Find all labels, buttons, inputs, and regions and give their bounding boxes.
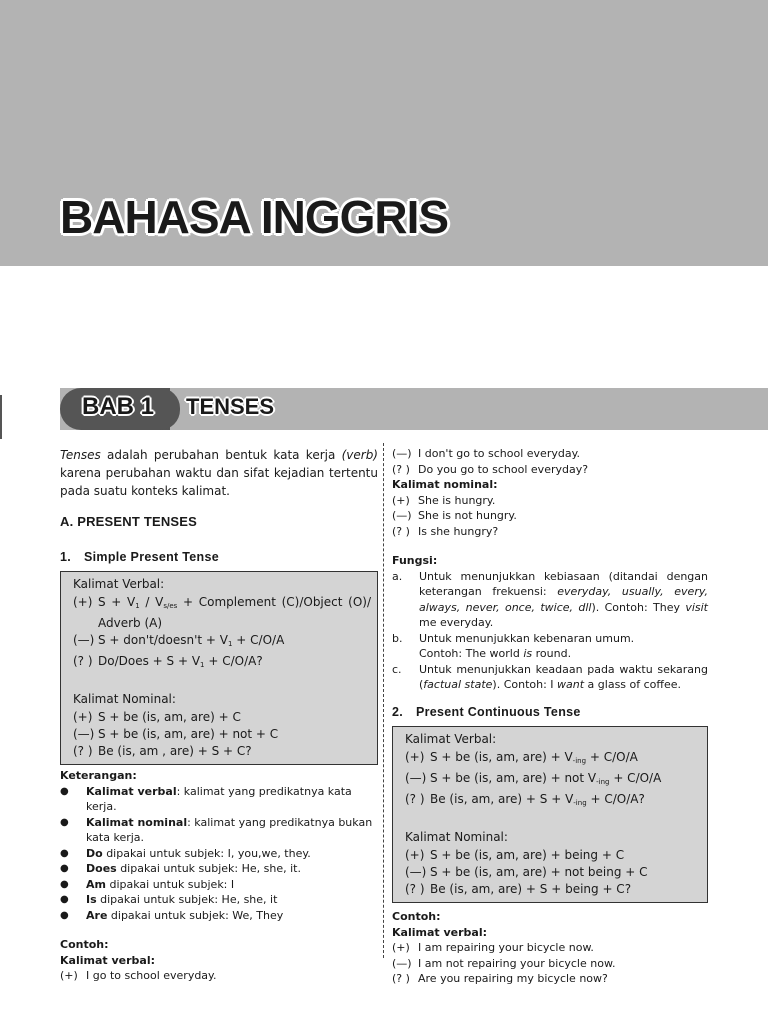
keterangan-term: Am [86, 877, 106, 891]
formula-part: + C/O/A? [586, 792, 645, 806]
symbol: (+) [73, 710, 93, 724]
contoh-title: Contoh: [60, 938, 109, 951]
example-text: I am not repairing your bicycle now. [418, 956, 616, 970]
formula-part: S + V [98, 595, 136, 609]
keterangan-list [60, 784, 378, 924]
section-number: 2. [392, 704, 404, 719]
right-column [392, 446, 708, 987]
formula-part: + C/O/A [609, 771, 662, 785]
formula-text: Be (is, am , are) + S + C? [98, 744, 252, 758]
keterangan-item [60, 892, 378, 908]
text-italic: is [523, 647, 533, 660]
formula-text [430, 791, 645, 812]
formula-row [405, 847, 701, 864]
keterangan-desc: dipakai untuk subjek: He, she, it. [116, 862, 301, 875]
section-1-heading [60, 550, 378, 566]
keterangan-item [60, 784, 378, 815]
item-letter: c. [392, 662, 402, 676]
fungsi-title: Fungsi: [392, 554, 438, 567]
example-text: Is she hungry? [418, 524, 499, 538]
symbol: (+) [392, 493, 410, 507]
example-line [60, 968, 378, 984]
symbol: (—) [405, 865, 427, 879]
subscript: 1 [228, 640, 233, 648]
formula-text: S + be (is, am, are) + C [98, 710, 241, 724]
bullet-icon: ● [60, 909, 69, 921]
formula-row [73, 632, 371, 653]
text-italic: everyday, usually, every, always, never, once, twice, dll [419, 585, 708, 614]
example-text: Are you repairing my bicycle now? [418, 972, 608, 985]
keterangan-desc: dipakai untuk subjek: He, she, it [96, 893, 278, 906]
symbol: (—) [392, 447, 412, 460]
formula-text [430, 749, 638, 770]
symbol: (—) [392, 956, 412, 970]
symbol: (? ) [405, 882, 425, 896]
keterangan-item [60, 815, 378, 846]
section-number: 1. [60, 549, 72, 564]
example-text: I am repairing your bicycle now. [418, 941, 594, 954]
formula-row [73, 594, 371, 632]
fungsi-item-a [392, 569, 708, 631]
text-part: a glass of coffee. [584, 678, 682, 691]
symbol: (—) [73, 633, 95, 647]
symbol: (? ) [73, 744, 93, 758]
nominal-title: Kalimat Nominal: [73, 692, 176, 706]
keterangan-text [86, 861, 301, 877]
formula-row [405, 791, 701, 812]
formula-text [98, 594, 371, 632]
subscript: -ing [573, 799, 587, 807]
intro-term: Tenses [60, 448, 101, 462]
section-a-heading: A. PRESENT TENSES [60, 514, 198, 529]
formula-part: + C/O/A [586, 750, 638, 764]
text-part: Contoh: The world [419, 647, 524, 660]
symbol: (—) [405, 771, 427, 785]
subscript: 1 [200, 661, 205, 669]
example-line [392, 493, 708, 509]
formula-text [98, 632, 284, 653]
item-text [419, 569, 708, 631]
formula-text: S + be (is, am, are) + not being + C [430, 865, 648, 879]
keterangan-item [60, 846, 378, 862]
formula-text [98, 653, 263, 674]
keterangan-item [60, 877, 378, 893]
intro-paragraph [60, 446, 378, 500]
formula-part: / V [139, 595, 164, 609]
contoh-verbal-title: Kalimat verbal: [392, 925, 487, 939]
column-divider [383, 443, 384, 958]
formula-row [405, 864, 701, 881]
example-text: I don't go to school everyday. [418, 447, 581, 460]
symbol: (? ) [392, 462, 410, 476]
formula-row [73, 709, 371, 726]
example-line [392, 508, 708, 524]
item-text [419, 631, 708, 662]
text-part: ). Contoh: I [492, 678, 558, 691]
page-title: BAHASA INGGRIS [60, 191, 449, 243]
keterangan-term: Are [86, 908, 108, 922]
formula-text [430, 770, 661, 791]
formula-text: Be (is, am, are) + S + being + C? [430, 882, 632, 896]
chapter-label: BAB 1 [82, 393, 155, 420]
keterangan-desc: : kalimat yang predikatnya bukan kata kerja. [86, 815, 373, 844]
keterangan-term: Kalimat verbal [86, 784, 177, 798]
symbol: (? ) [392, 972, 410, 985]
symbol: (+) [60, 969, 78, 982]
example-line [392, 462, 708, 478]
verbal-title: Kalimat Verbal: [405, 732, 497, 746]
symbol: (—) [392, 509, 412, 522]
symbol: (? ) [392, 524, 410, 538]
simple-present-formula-box [60, 571, 378, 765]
subscript: -ing [572, 757, 587, 765]
keterangan-text [86, 784, 378, 815]
keterangan-term: Do [86, 846, 103, 860]
formula-part: S + be (is, am, are) + V [430, 750, 573, 764]
fungsi-item-c [392, 662, 708, 693]
formula-text: S + be (is, am, are) + being + C [430, 848, 625, 862]
symbol: (+) [405, 750, 425, 764]
formula-part: Do/Does + S + V [98, 654, 201, 668]
formula-row [405, 749, 701, 770]
keterangan-title: Keterangan: [60, 769, 137, 782]
left-column [60, 446, 378, 984]
page-edge-marker [0, 395, 2, 439]
example-text: She is hungry. [418, 493, 496, 507]
text-italic: want [557, 678, 585, 691]
keterangan-desc: dipakai untuk subjek: I [105, 877, 235, 891]
example-line [392, 940, 708, 956]
text-part: round. [532, 647, 572, 660]
formula-part: + Complement (C)/Object (O)/ Adverb (A) [98, 595, 371, 630]
text-part: me everyday. [419, 616, 494, 629]
subscript: s/es [163, 602, 178, 610]
symbol: (+) [73, 595, 93, 609]
example-line [392, 524, 708, 540]
section-2-heading [392, 705, 708, 721]
chapter-title: TENSES [186, 394, 275, 419]
symbol: (? ) [73, 654, 93, 668]
bullet-icon: ● [60, 878, 69, 890]
intro-text-1: adalah perubahan bentuk kata kerja [100, 448, 342, 462]
text-italic: factual state [423, 678, 493, 691]
intro-verb: (verb) [341, 448, 378, 462]
keterangan-desc: dipakai untuk subjek: We, They [107, 908, 284, 922]
formula-part: Be (is, am, are) + S + V [430, 792, 574, 806]
example-line [392, 446, 708, 462]
keterangan-text [86, 815, 378, 846]
text-part: Untuk menunjukkan keadaan pada waktu sekarang ( [419, 662, 708, 691]
section-title: Present Continuous Tense [416, 704, 581, 719]
item-letter: a. [392, 569, 403, 583]
subscript: -ing [596, 778, 610, 786]
intro-text-2: karena perubahan waktu dan sifat kejadian tertentu pada suatu konteks kalimat. [60, 466, 378, 498]
verbal-title: Kalimat Verbal: [73, 577, 165, 591]
formula-row [73, 743, 371, 760]
symbol: (+) [392, 941, 410, 954]
example-text: She is not hungry. [418, 509, 517, 522]
formula-row [405, 881, 701, 898]
formula-part: S + be (is, am, are) + not V [430, 771, 597, 785]
keterangan-text [86, 877, 234, 893]
symbol: (+) [405, 848, 425, 862]
contoh-verbal-title: Kalimat verbal: [60, 953, 155, 967]
formula-part: + C/O/A? [204, 654, 263, 668]
bullet-icon: ● [60, 894, 69, 905]
contoh-nominal-title: Kalimat nominal: [392, 478, 498, 491]
bullet-icon: ● [60, 785, 69, 797]
example-text: I go to school everyday. [86, 969, 217, 982]
formula-text: S + be (is, am, are) + not + C [98, 727, 279, 741]
keterangan-term: Does [86, 862, 117, 875]
text-part: ). Contoh: They [591, 600, 686, 614]
text-part: Untuk menunjukkan kebiasaan (ditandai dengan keterangan frekuensi: [419, 569, 708, 598]
present-continuous-formula-box [392, 726, 708, 903]
keterangan-term: Kalimat nominal [86, 815, 188, 829]
fungsi-item-b [392, 631, 708, 662]
keterangan-desc: : kalimat yang predikatnya kata kerja. [86, 784, 352, 813]
formula-row [73, 726, 371, 743]
keterangan-desc: dipakai untuk subjek: I, you,we, they. [102, 846, 311, 860]
keterangan-item [60, 908, 378, 924]
section-title: Simple Present Tense [84, 549, 219, 564]
contoh-title: Contoh: [392, 910, 441, 923]
text-italic: visit [685, 600, 708, 614]
text-part: Untuk menunjukkan kebenaran umum. [419, 631, 635, 645]
example-text: Do you go to school everyday? [418, 462, 589, 476]
formula-part: + C/O/A [232, 633, 285, 647]
keterangan-text [86, 846, 311, 862]
symbol: (? ) [405, 792, 425, 806]
formula-row [405, 770, 701, 791]
bullet-icon: ● [60, 863, 69, 874]
keterangan-text [86, 892, 277, 908]
formula-row [73, 653, 371, 674]
nominal-title: Kalimat Nominal: [405, 830, 508, 844]
example-line [392, 971, 708, 987]
formula-part: S + don't/doesn't + V [98, 633, 229, 647]
keterangan-term: Is [86, 893, 97, 906]
item-letter: b. [392, 631, 403, 645]
example-line [392, 956, 708, 972]
bullet-icon: ● [60, 816, 69, 828]
item-text [419, 662, 708, 693]
subscript: 1 [135, 602, 140, 610]
bullet-icon: ● [60, 847, 69, 859]
symbol: (—) [73, 727, 95, 741]
keterangan-item [60, 861, 378, 877]
keterangan-text [86, 908, 283, 924]
